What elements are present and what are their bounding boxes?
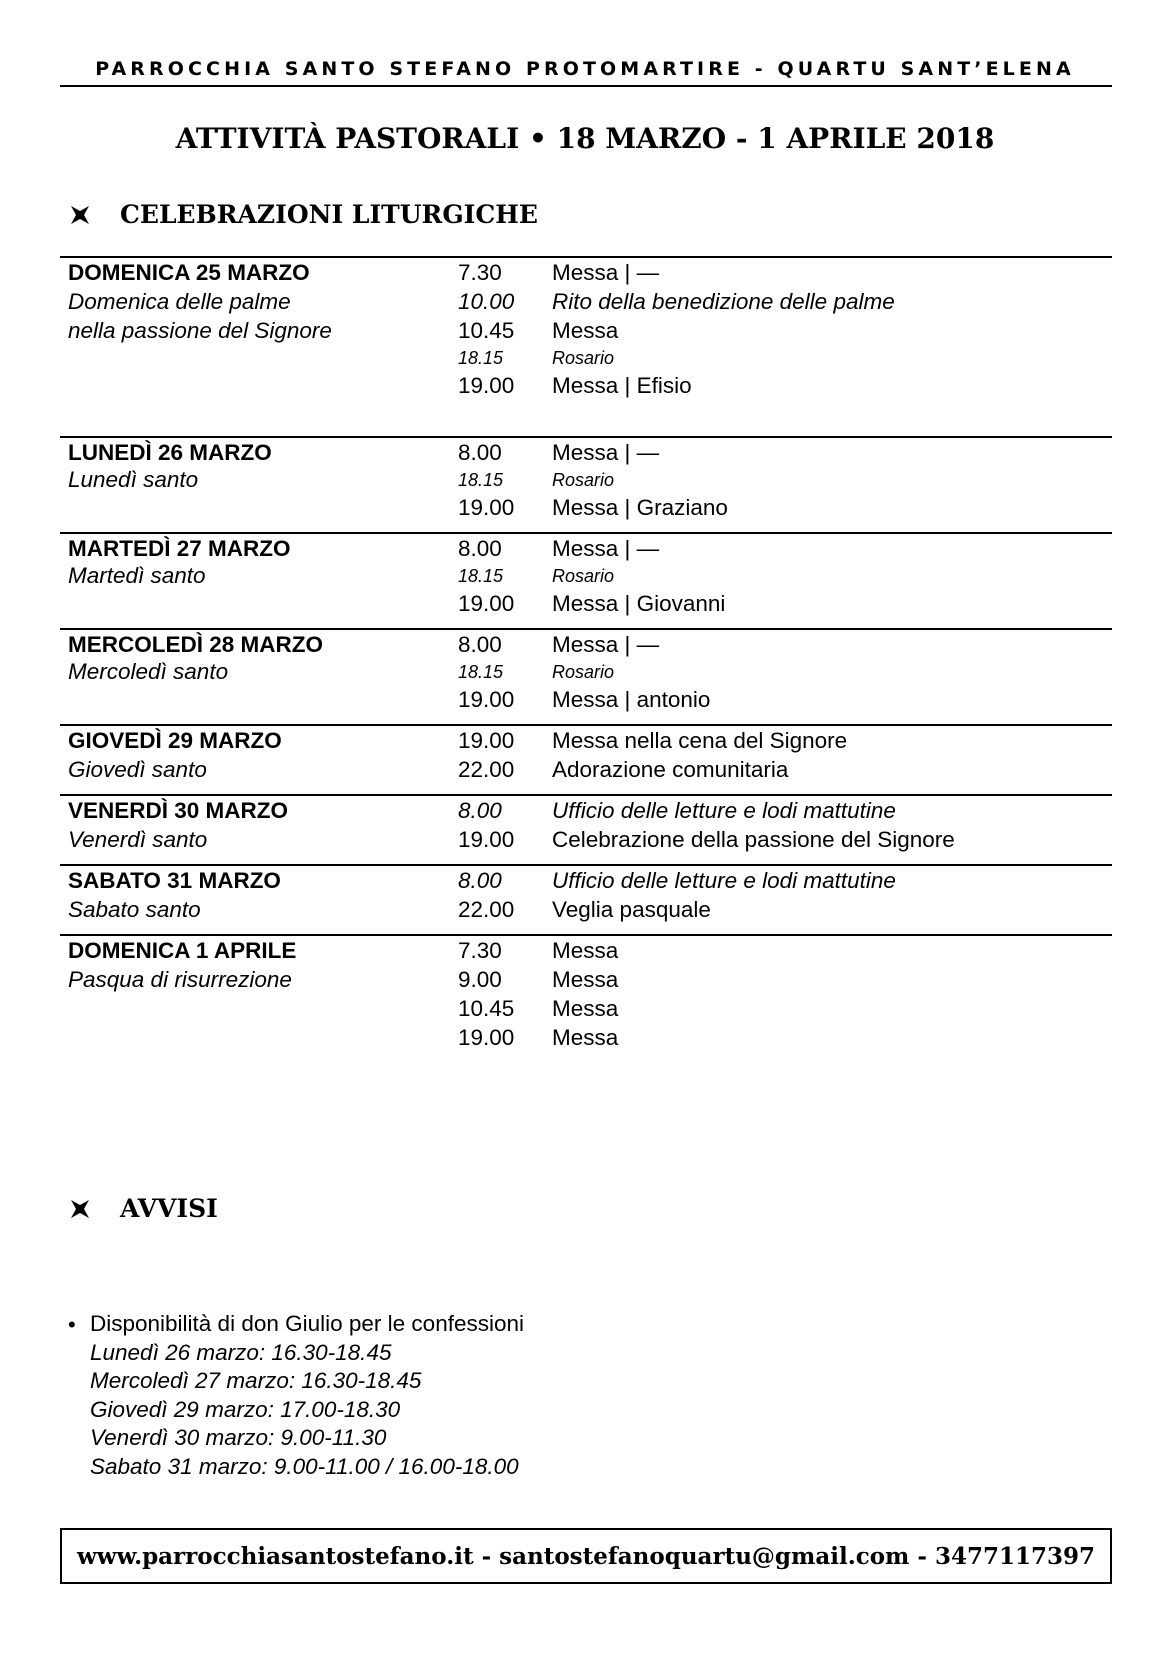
schedule-row [60, 965, 1112, 994]
event-time: 19.00 [458, 372, 515, 398]
schedule-row [60, 685, 1112, 714]
schedule-row [60, 796, 1112, 825]
event-time: 19.00 [458, 727, 515, 753]
event-description: Veglia pasquale [552, 896, 711, 922]
day-label: DOMENICA 25 MARZO [68, 259, 310, 285]
star-icon [70, 205, 90, 225]
event-description: Messa | — [552, 439, 660, 465]
schedule-row [60, 563, 1112, 589]
event-time: 18.15 [458, 565, 504, 586]
schedule-row [60, 589, 1112, 618]
block-spacer [60, 924, 1112, 934]
page-title: ATTIVITÀ PASTORALI • 18 MARZO - 1 APRILE 2018 [175, 122, 995, 155]
schedule-table [60, 256, 1112, 1062]
event-description: Rosario [552, 469, 615, 490]
schedule-row [60, 438, 1112, 467]
star-icon [70, 1199, 90, 1219]
event-description: Rosario [552, 347, 615, 368]
schedule-row [60, 630, 1112, 659]
avvisi-heading [70, 1194, 218, 1223]
event-description: Ufficio delle letture e lodi mattutine [552, 797, 896, 823]
event-time: 7.30 [458, 937, 502, 963]
event-time: 22.00 [458, 896, 515, 922]
event-time: 10.00 [458, 288, 515, 314]
event-description: Messa [552, 1024, 619, 1050]
day-block [60, 794, 1112, 864]
day-block [60, 934, 1112, 1062]
event-time: 10.45 [458, 995, 515, 1021]
event-time: 8.00 [458, 535, 502, 561]
block-spacer [60, 522, 1112, 532]
event-description: Messa | Giovanni [552, 590, 726, 616]
contact-text: www.parrocchiasantostefano.it - santostefanoquartu@gmail.com - 3477117397 [76, 1542, 1095, 1570]
event-description: Rito della benedizione delle palme [552, 288, 895, 314]
event-time: 19.00 [458, 826, 515, 852]
event-time: 9.00 [458, 966, 502, 992]
celebrazioni-heading-label: CELEBRAZIONI LITURGICHE [120, 200, 538, 229]
day-label: DOMENICA 1 APRILE [68, 937, 297, 963]
avviso-detail: Venerdì 30 marzo: 9.00-11.30 [90, 1425, 387, 1450]
event-description: Adorazione comunitaria [552, 756, 789, 782]
avviso-detail: Lunedì 26 marzo: 16.30-18.45 [90, 1339, 392, 1365]
avvisi-heading-label: AVVISI [120, 1194, 218, 1223]
day-subtitle: Pasqua di risurrezione [68, 966, 292, 992]
avviso-content [90, 1310, 524, 1481]
day-label: VENERDÌ 30 MARZO [68, 797, 289, 823]
day-label: LUNEDÌ 26 MARZO [68, 439, 272, 465]
day-block [60, 864, 1112, 934]
schedule-row [60, 493, 1112, 522]
day-subtitle: Sabato santo [68, 896, 201, 922]
schedule-row [60, 994, 1112, 1023]
day-block [60, 436, 1112, 532]
schedule-row [60, 287, 1112, 316]
schedule-row [60, 726, 1112, 755]
event-time: 7.30 [458, 259, 502, 285]
event-time: 8.00 [458, 439, 502, 465]
event-description: Messa | antonio [552, 686, 711, 712]
event-time: 18.15 [458, 661, 504, 682]
event-time: 19.00 [458, 1024, 515, 1050]
event-description: Rosario [552, 565, 615, 586]
block-spacer [60, 1052, 1112, 1062]
avviso-detail: Sabato 31 marzo: 9.00-11.00 / 16.00-18.00 [90, 1453, 519, 1479]
parish-header: PARROCCHIA SANTO STEFANO PROTOMARTIRE - QUARTU SANT’ELENA [95, 58, 1075, 80]
event-description: Messa [552, 966, 619, 992]
event-time: 18.15 [458, 347, 504, 368]
event-description: Messa | — [552, 259, 660, 285]
day-block [60, 628, 1112, 724]
day-label: MERCOLEDÌ 28 MARZO [68, 631, 324, 657]
schedule-row [60, 659, 1112, 685]
block-spacer [60, 618, 1112, 628]
day-label: MARTEDÌ 27 MARZO [68, 535, 291, 561]
event-description: Rosario [552, 661, 615, 682]
event-description: Messa | Efisio [552, 372, 692, 398]
day-subtitle: Lunedì santo [68, 467, 199, 492]
day-subtitle: nella passione del Signore [68, 317, 332, 343]
schedule-row [60, 467, 1112, 493]
day-block [60, 256, 1112, 436]
event-description: Messa | — [552, 631, 660, 657]
schedule-row [60, 936, 1112, 965]
schedule-row [60, 316, 1112, 345]
event-time: 10.45 [458, 317, 515, 343]
schedule-row [60, 755, 1112, 784]
schedule-row [60, 534, 1112, 563]
day-label: SABATO 31 MARZO [68, 867, 281, 893]
block-spacer [60, 714, 1112, 724]
event-description: Messa | Graziano [552, 494, 728, 520]
celebrazioni-heading [70, 200, 538, 229]
avviso-detail: Mercoledì 27 marzo: 16.30-18.45 [90, 1368, 422, 1393]
day-subtitle: Martedì santo [68, 563, 206, 588]
avviso-item [68, 1310, 524, 1481]
day-subtitle: Giovedì santo [68, 756, 207, 782]
event-time: 18.15 [458, 469, 504, 490]
event-time: 22.00 [458, 756, 515, 782]
event-description: Celebrazione della passione del Signore [552, 826, 955, 852]
block-spacer [60, 784, 1112, 794]
day-subtitle: Domenica delle palme [68, 288, 291, 314]
day-subtitle: Venerdì santo [68, 826, 208, 852]
bullet-icon: • [68, 1312, 76, 1337]
event-time: 8.00 [458, 867, 502, 893]
day-label: GIOVEDÌ 29 MARZO [68, 727, 282, 753]
event-time: 8.00 [458, 631, 502, 657]
schedule-row [60, 866, 1112, 895]
event-description: Messa nella cena del Signore [552, 727, 848, 753]
event-description: Messa | — [552, 535, 660, 561]
schedule-row [60, 1023, 1112, 1052]
day-block [60, 724, 1112, 794]
header-rule [60, 85, 1112, 87]
event-time: 19.00 [458, 590, 515, 616]
schedule-row [60, 371, 1112, 400]
schedule-row [60, 258, 1112, 287]
event-time: 19.00 [458, 686, 515, 712]
event-time: 8.00 [458, 797, 502, 823]
schedule-row [60, 825, 1112, 854]
event-description: Messa [552, 937, 619, 963]
block-spacer [60, 854, 1112, 864]
event-description: Messa [552, 995, 619, 1021]
day-subtitle: Mercoledì santo [68, 659, 229, 684]
schedule-row [60, 345, 1112, 371]
schedule-row [60, 895, 1112, 924]
avviso-detail: Giovedì 29 marzo: 17.00-18.30 [90, 1396, 401, 1422]
avviso-text: Disponibilità di don Giulio per le confessioni [90, 1311, 524, 1336]
block-spacer [60, 400, 1112, 436]
event-time: 19.00 [458, 494, 515, 520]
contact-footer [60, 1528, 1112, 1584]
avvisi-list [68, 1310, 524, 1481]
day-block [60, 532, 1112, 628]
event-description: Ufficio delle letture e lodi mattutine [552, 867, 896, 893]
event-description: Messa [552, 317, 619, 343]
